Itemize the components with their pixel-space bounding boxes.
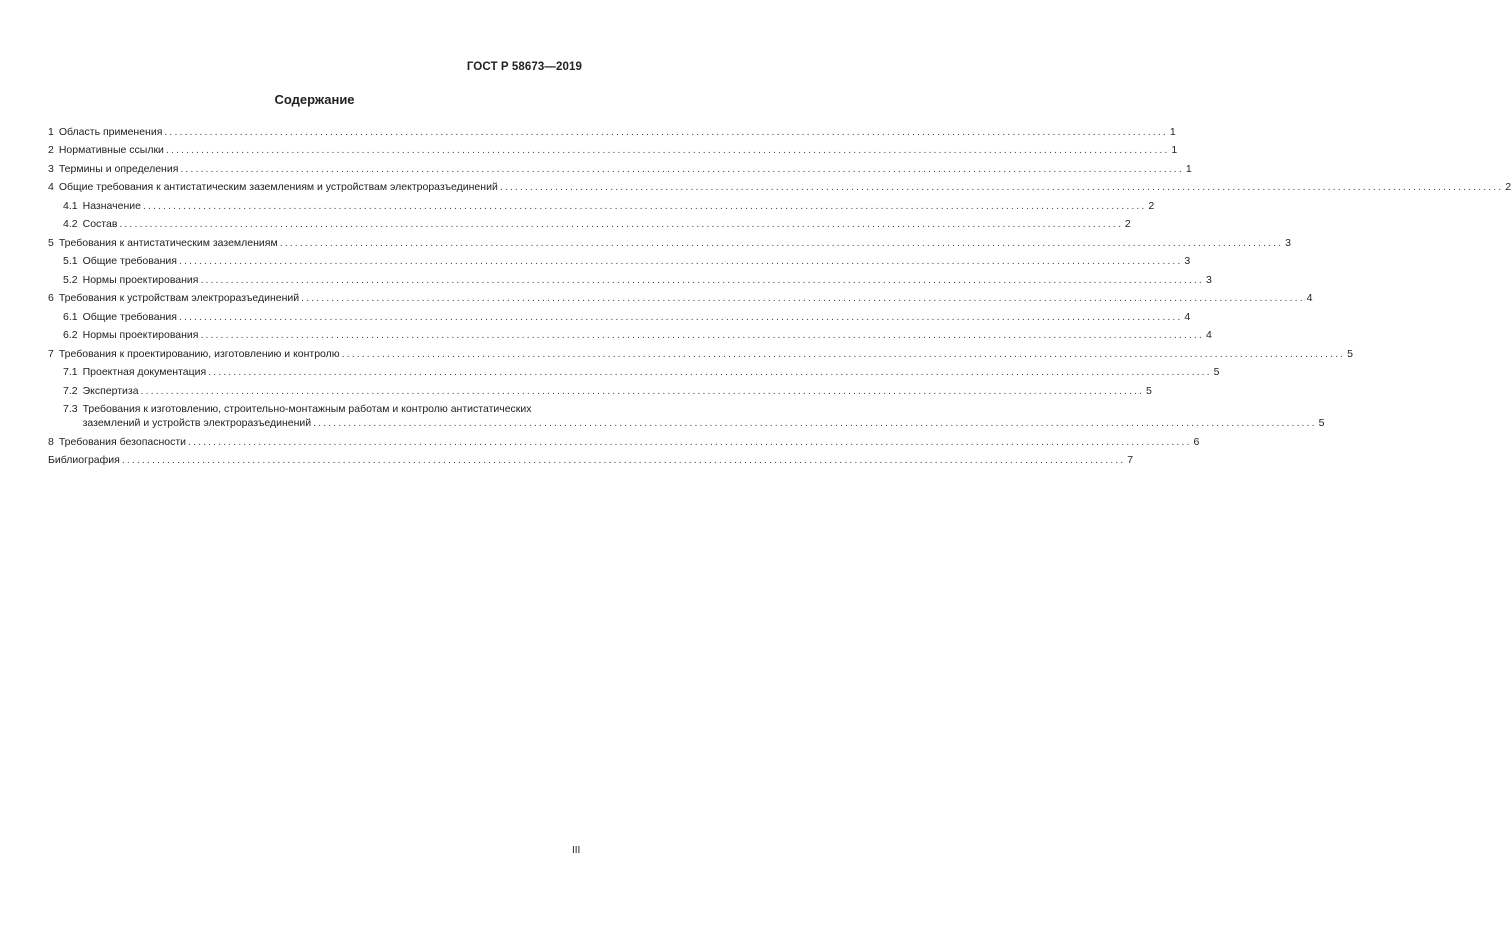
toc-entry-title: Общие требования <box>82 255 177 267</box>
toc-entry-page: 4 <box>1205 329 1212 341</box>
toc-entry-title: Назначение <box>82 199 141 212</box>
toc-entry-title: Требования к изготовлению, строительно-монтажным работам и контролю антистатических <box>82 403 532 415</box>
toc-entry-title: Область применения <box>58 125 163 138</box>
toc-leader-dots: ........................................................................................................................................................................................................ <box>313 417 1317 429</box>
toc-entry-number: 6.2 <box>63 329 78 341</box>
toc-leader-dots: ........................................................................................................................................................................................................ <box>178 255 1183 267</box>
toc-entry-page: 5 <box>1213 366 1220 378</box>
toc-entry-4-2[interactable] <box>48 213 1131 232</box>
document-code: ГОСТ Р 58673—2019 <box>466 61 582 73</box>
toc-entry-1[interactable] <box>48 120 1176 139</box>
toc-entry-8[interactable] <box>48 430 1200 449</box>
toc-entry-2[interactable] <box>48 139 1178 158</box>
toc-entry-number: 6.1 <box>63 310 78 323</box>
toc-entry-title: Требования безопасности <box>58 435 187 448</box>
toc-entry-title: Нормы проектирования <box>82 273 199 286</box>
toc-entry-number: 2 <box>48 144 54 156</box>
toc-entry-number: 5.1 <box>63 255 78 267</box>
toc-leader-dots: ........................................................................................................................................................................................................ <box>140 384 1145 397</box>
toc-entry-page: 3 <box>1285 236 1291 249</box>
toc-entry-title: Нормативные ссылки <box>58 144 164 156</box>
toc-entry-6-1[interactable] <box>48 305 1191 324</box>
toc-leader-dots: ........................................................................................................................................................................................................ <box>121 454 1126 466</box>
toc-entry-number: 4 <box>48 181 54 193</box>
toc-entry-5[interactable] <box>48 231 1291 250</box>
toc-entry-number: 6 <box>48 292 54 304</box>
toc-entry-7-2[interactable] <box>48 379 1152 398</box>
toc-entry-number: 7 <box>48 347 54 360</box>
toc-entry-number: 5.2 <box>63 273 78 286</box>
toc-leader-dots: ........................................................................................................................................................................................................ <box>279 236 1284 249</box>
toc-entry-number: 4.1 <box>63 199 78 212</box>
toc-entry-page: 5 <box>1146 384 1152 397</box>
toc-entry-title: Экспертиза <box>82 384 139 397</box>
page-title: Содержание <box>274 92 355 107</box>
toc-entry-title: Термины и определения <box>58 162 179 175</box>
toc-entry-6-2[interactable] <box>48 324 1212 343</box>
toc-entry-title: Требования к проектированию, изготовлению и контролю <box>58 347 340 360</box>
toc-entry-page: 3 <box>1184 255 1191 267</box>
toc-entry-title: Нормы проектирования <box>82 329 199 341</box>
toc-entry-page: 2 <box>1124 218 1131 230</box>
toc-leader-dots: ........................................................................................................................................................................................................ <box>208 366 1212 378</box>
toc-entry-number: 7.2 <box>63 384 78 397</box>
toc-entry-title: Общие требования к антистатическим заземлениям и устройствам электроразъединений <box>58 181 498 193</box>
toc-entry-page: 5 <box>1318 417 1325 429</box>
toc-entry-page: 2 <box>1148 199 1155 212</box>
toc-entry-4[interactable] <box>48 176 1511 195</box>
toc-entry-page: 1 <box>1171 144 1178 156</box>
toc-leader-dots: ........................................................................................................................................................................................................ <box>180 162 1184 175</box>
toc-entry-7[interactable] <box>48 342 1353 361</box>
toc-entry-number: 5 <box>48 236 54 249</box>
toc-entry-6[interactable] <box>48 287 1313 306</box>
toc-entry-page: 2 <box>1505 181 1511 193</box>
toc-entry-3[interactable] <box>48 157 1192 176</box>
toc-entry-4-1[interactable] <box>48 194 1155 213</box>
toc-entry-title: Требования к антистатическим заземлениям <box>58 236 278 249</box>
toc-entry-bibliography[interactable] <box>48 449 1134 468</box>
table-of-contents <box>48 120 1511 467</box>
toc-leader-dots: ........................................................................................................................................................................................................ <box>165 144 1170 156</box>
toc-entry-title-continuation: заземлений и устройств электроразъединений <box>82 417 312 429</box>
toc-entry-number: 7.1 <box>63 366 78 378</box>
toc-entry-7-3[interactable] <box>48 398 575 417</box>
toc-entry-page: 4 <box>1184 310 1191 323</box>
toc-entry-page: 1 <box>1169 125 1176 138</box>
toc-leader-dots: ........................................................................................................................................................................................................ <box>499 181 1504 193</box>
toc-entry-7-3-continuation[interactable] <box>48 416 1325 430</box>
toc-entry-5-2[interactable] <box>48 268 1212 287</box>
toc-entry-page: 7 <box>1127 454 1134 466</box>
toc-entry-number: 3 <box>48 162 54 175</box>
toc-entry-title: Общие требования <box>82 310 177 323</box>
toc-entry-title: Состав <box>82 218 118 230</box>
toc-leader-dots: ........................................................................................................................................................................................................ <box>119 218 1123 230</box>
toc-entry-number: 1 <box>48 125 54 138</box>
toc-leader-dots: ........................................................................................................................................................................................................ <box>341 347 1346 360</box>
toc-leader-dots: ........................................................................................................................................................................................................ <box>301 292 1305 304</box>
page-number: III <box>572 845 581 856</box>
toc-leader-dots: ........................................................................................................................................................................................................ <box>164 125 1168 138</box>
toc-entry-number: 8 <box>48 435 54 448</box>
toc-entry-number: 4.2 <box>63 218 78 230</box>
toc-entry-page: 1 <box>1185 162 1192 175</box>
toc-leader-dots: ........................................................................................................................................................................................................ <box>178 310 1183 323</box>
toc-entry-5-1[interactable] <box>48 250 1191 269</box>
toc-leader-dots: ........................................................................................................................................................................................................ <box>200 273 1204 286</box>
toc-entry-page: 4 <box>1306 292 1313 304</box>
toc-leader-dots: ........................................................................................................................................................................................................ <box>188 435 1192 448</box>
toc-entry-page: 3 <box>1205 273 1212 286</box>
toc-leader-dots: ........................................................................................................................................................................................................ <box>142 199 1147 212</box>
toc-entry-title: Библиография <box>48 454 120 466</box>
toc-entry-page: 5 <box>1347 347 1353 360</box>
toc-entry-title: Требования к устройствам электроразъединений <box>58 292 300 304</box>
toc-entry-title: Проектная документация <box>82 366 207 378</box>
toc-leader-dots: ........................................................................................................................................................................................................ <box>200 329 1204 341</box>
toc-entry-page: 6 <box>1193 435 1200 448</box>
toc-entry-7-1[interactable] <box>48 361 1220 380</box>
toc-entry-number: 7.3 <box>63 403 78 415</box>
